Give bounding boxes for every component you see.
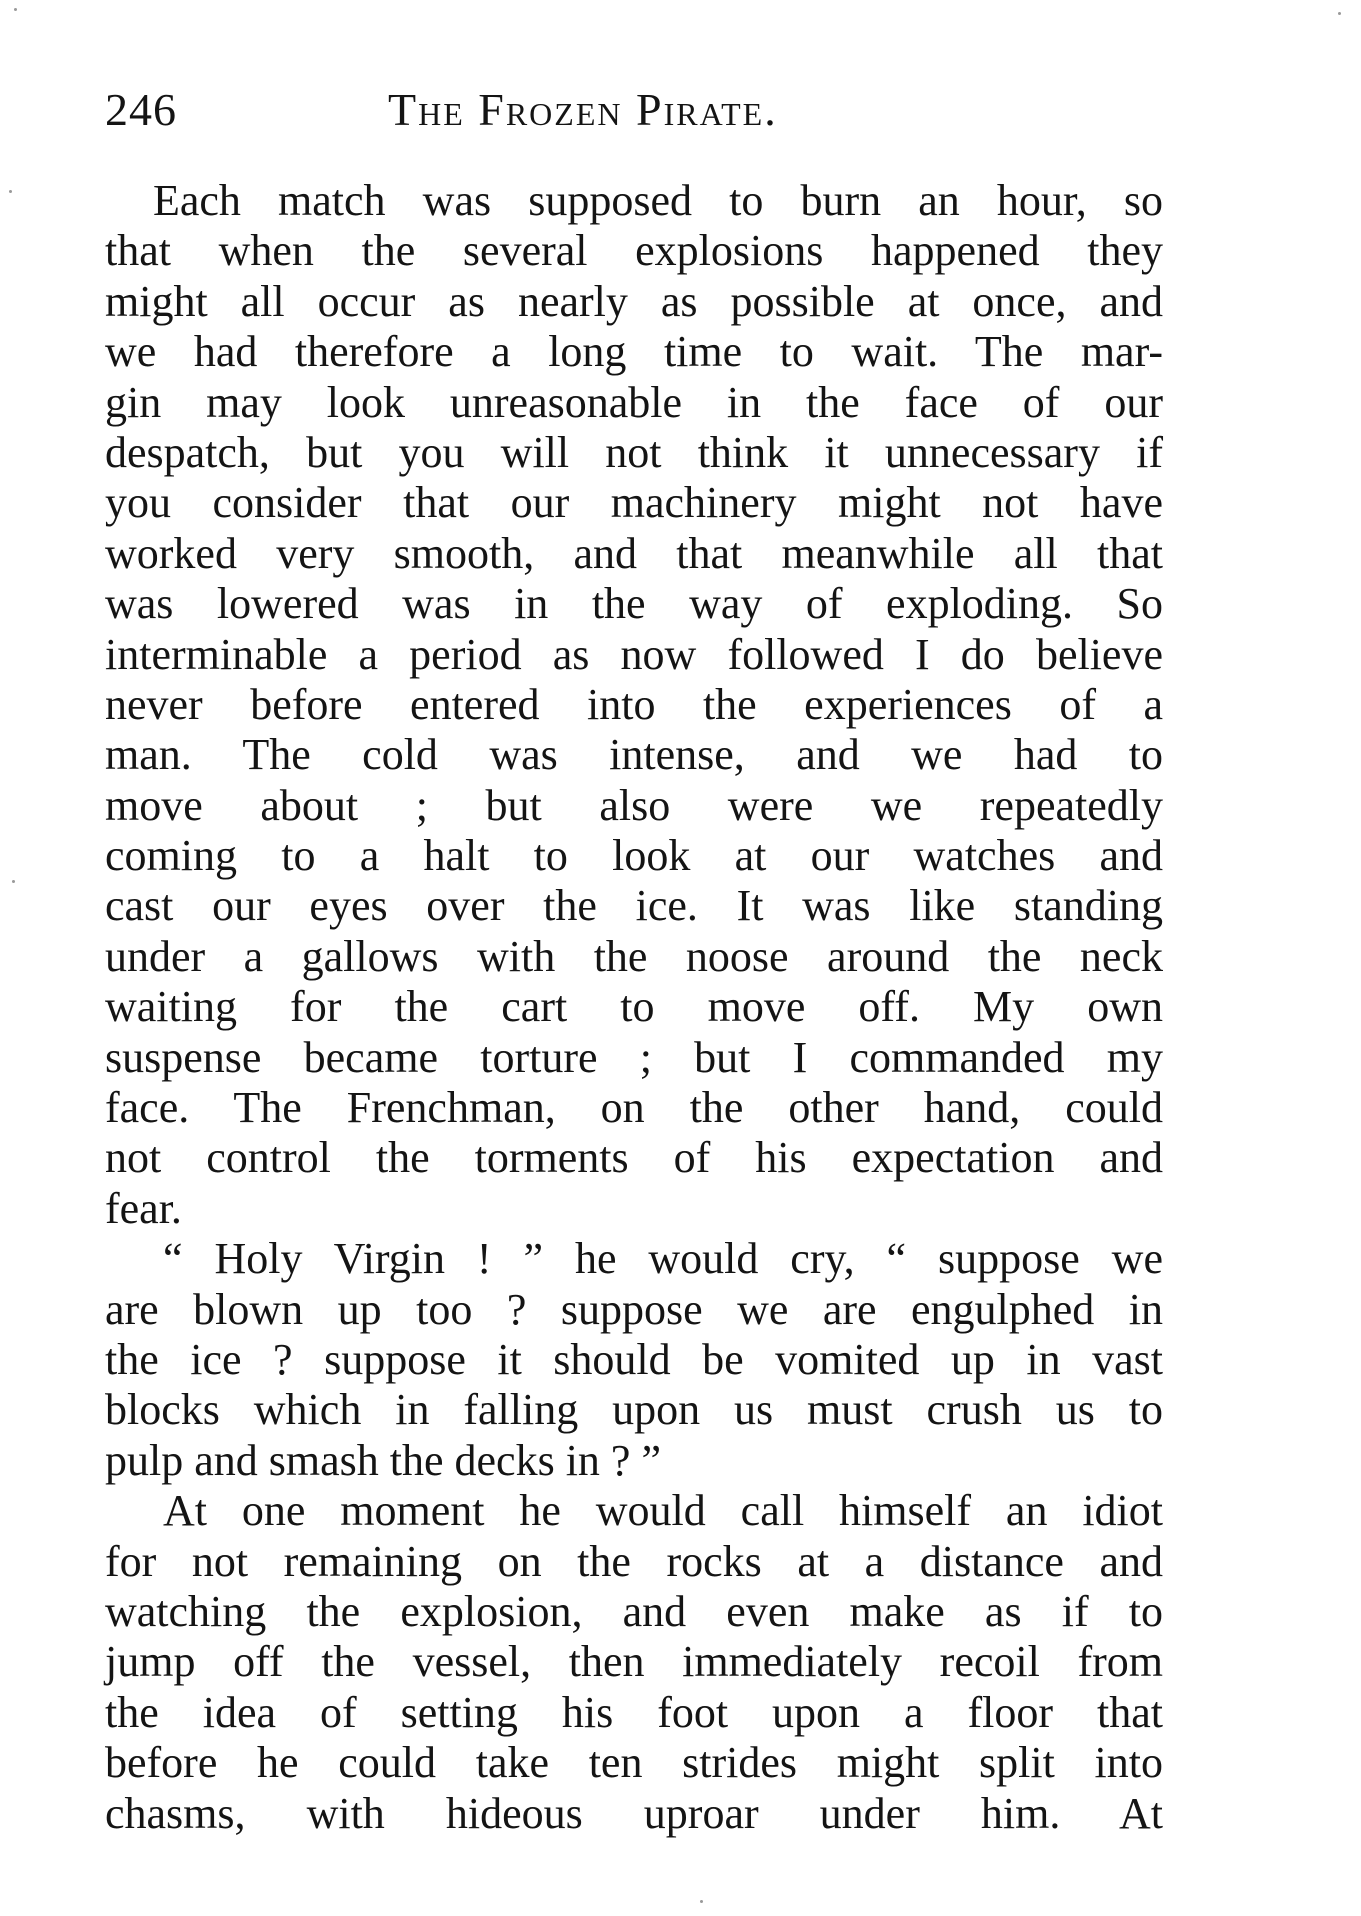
paper-speck	[700, 1900, 703, 1903]
paper-speck	[1338, 12, 1341, 15]
text-line: “ Holy Virgin ! ” he would cry, “ suppose we	[163, 1234, 1163, 1284]
text-line: not control the torments of his expectation and	[105, 1133, 1163, 1183]
text-line: suspense became torture ; but I commanded my	[105, 1032, 1163, 1082]
text-line: worked very smooth, and that meanwhile all that	[105, 528, 1163, 578]
running-head	[105, 80, 1165, 140]
text-line: Each match was supposed to burn an hour, so	[153, 176, 1163, 225]
paragraph-one-moment	[105, 1486, 1163, 1839]
text-line: blocks which in falling upon us must crush us to	[105, 1385, 1163, 1435]
text-line: you consider that our machinery might not have	[105, 478, 1163, 528]
running-title: The Frozen Pirate.	[388, 84, 778, 135]
text-line: fear.	[105, 1183, 182, 1233]
paper-speck	[14, 8, 17, 11]
text-line: interminable a period as now followed I do believe	[105, 629, 1163, 679]
paragraph-match-burn	[105, 176, 1163, 1234]
text-line: never before entered into the experiences of a	[105, 679, 1163, 729]
text-line: gin may look unreasonable in the face of our	[105, 377, 1163, 427]
text-line: man. The cold was intense, and we had to	[105, 730, 1163, 780]
text-line: despatch, but you will not think it unnecessary if	[105, 427, 1163, 477]
paper-speck	[12, 880, 15, 883]
text-line: might all occur as nearly as possible at once, and	[105, 276, 1163, 326]
text-line: watching the explosion, and even make as if to	[105, 1586, 1163, 1636]
text-line: cast our eyes over the ice. It was like standing	[105, 881, 1163, 931]
paper-speck	[9, 190, 12, 193]
text-line: jump off the vessel, then immediately recoil from	[105, 1637, 1163, 1687]
body-text	[105, 176, 1163, 1839]
text-line: that when the several explosions happened they	[105, 226, 1163, 276]
text-line: are blown up too ? suppose we are engulphed in	[105, 1284, 1163, 1334]
page-number: 246	[105, 84, 177, 135]
text-line: move about ; but also were we repeatedly	[105, 780, 1163, 830]
paragraph-holy-virgin	[105, 1234, 1163, 1486]
text-line: face. The Frenchman, on the other hand, could	[105, 1083, 1163, 1133]
text-line: before he could take ten strides might split into	[105, 1738, 1163, 1788]
text-line: the idea of setting his foot upon a floor that	[105, 1687, 1163, 1737]
text-line: chasms, with hideous uproar under him. At	[105, 1788, 1163, 1838]
text-line: under a gallows with the noose around the neck	[105, 931, 1163, 981]
text-line: pulp and smash the decks in ? ”	[105, 1435, 661, 1485]
text-line: waiting for the cart to move off. My own	[105, 982, 1163, 1032]
text-line: we had therefore a long time to wait. The mar-	[105, 327, 1163, 377]
text-line: for not remaining on the rocks at a distance and	[105, 1536, 1163, 1586]
text-line: the ice ? suppose it should be vomited up in vast	[105, 1334, 1163, 1384]
text-line: At one moment he would call himself an idiot	[163, 1486, 1163, 1536]
text-line: coming to a halt to look at our watches and	[105, 831, 1163, 881]
text-line: was lowered was in the way of exploding. So	[105, 579, 1163, 629]
